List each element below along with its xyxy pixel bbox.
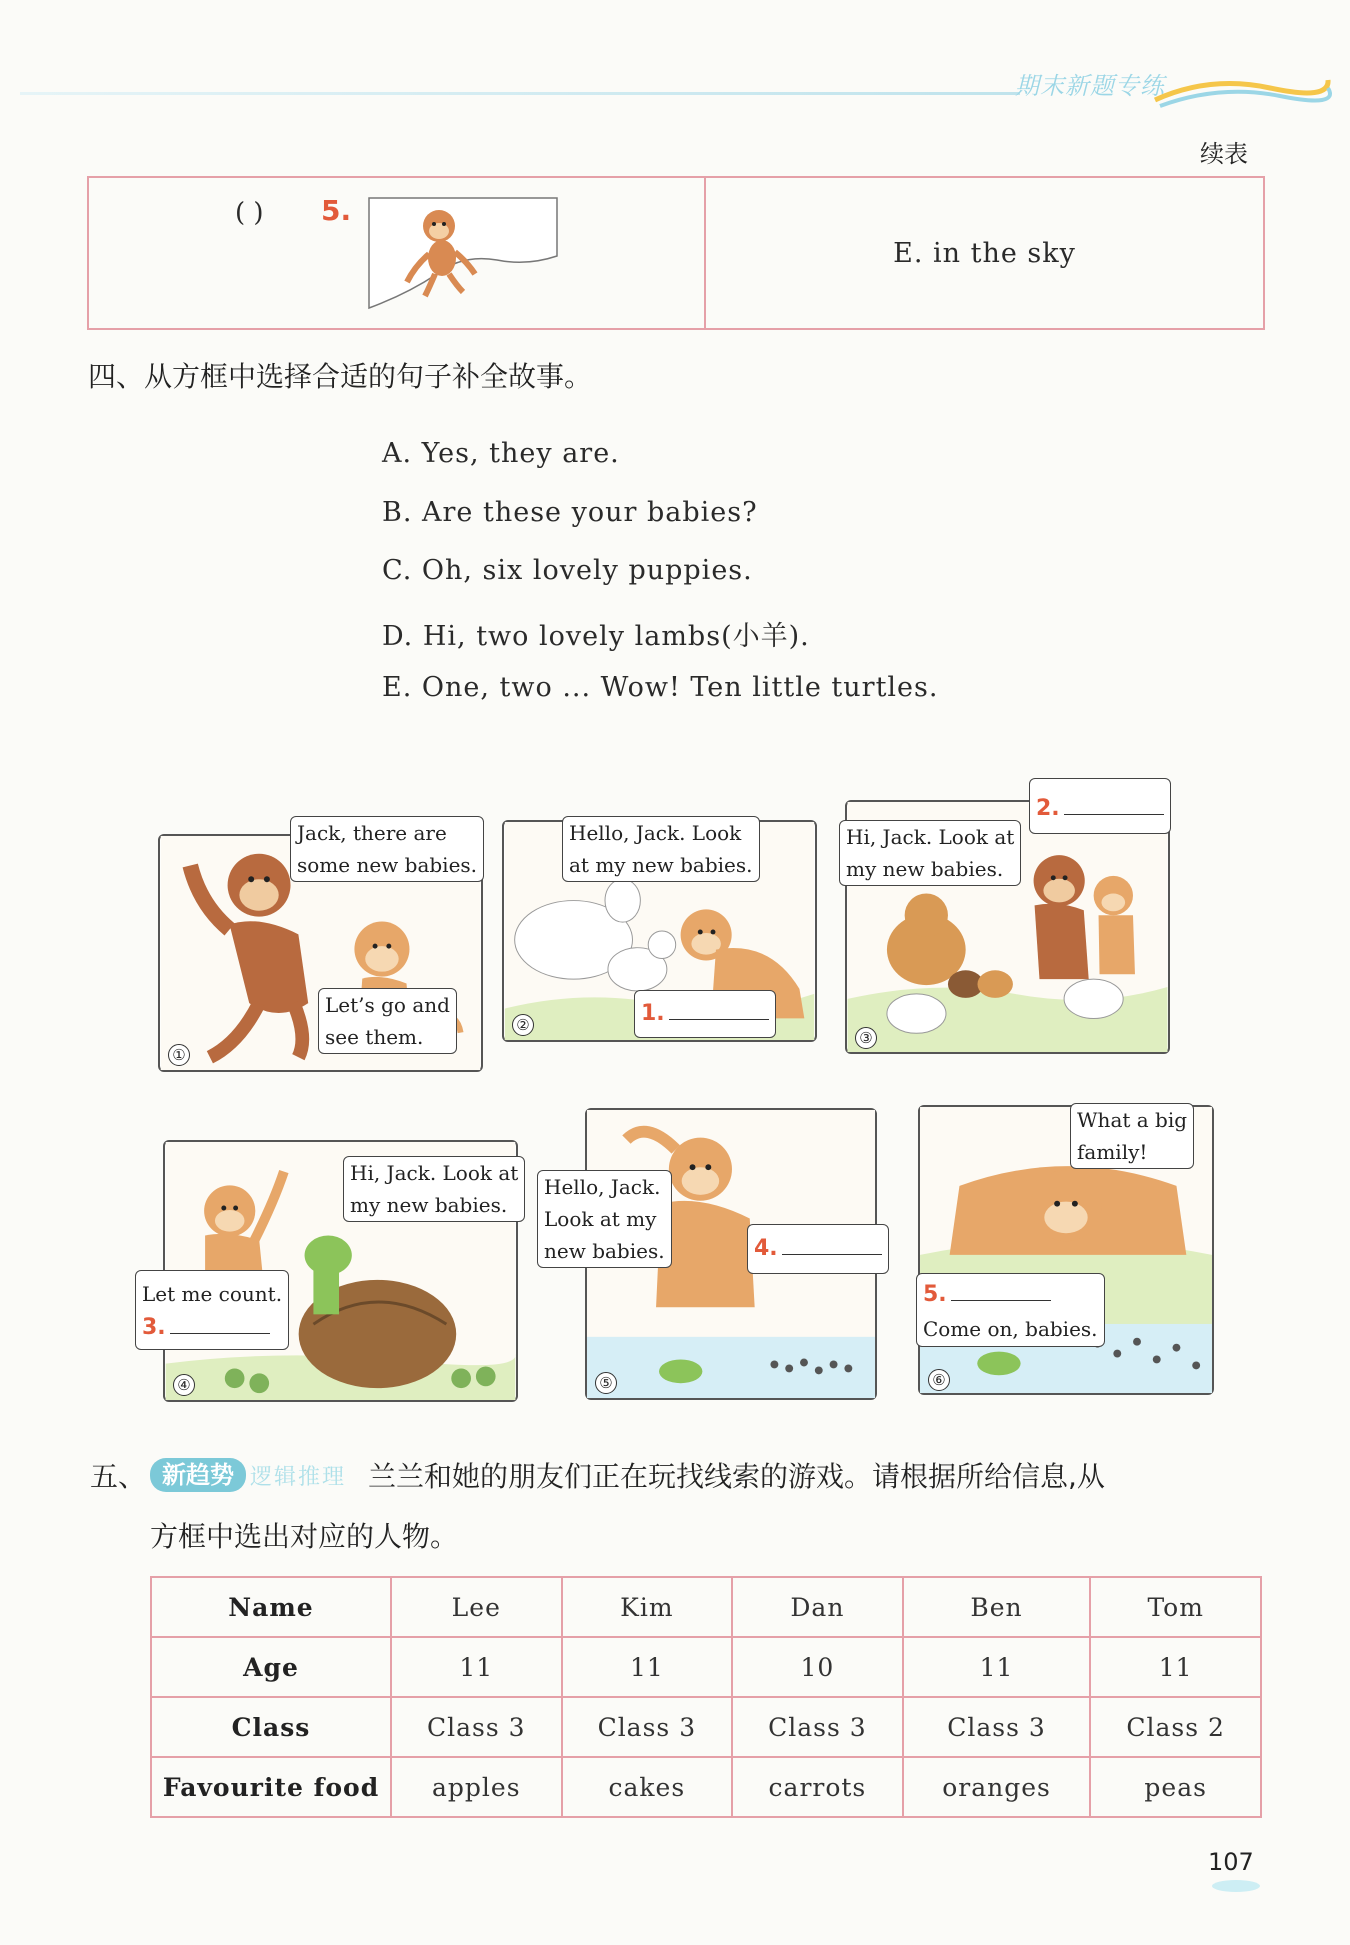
table-cell: Class 3 [562,1697,733,1757]
bubble-line: at my new babies. [569,853,753,877]
answer-paren[interactable]: ( ) [235,198,264,228]
speech-bubble [343,1156,525,1222]
table-cell: 11 [562,1637,733,1697]
blank-number: 2. [1036,796,1060,821]
table-cell: cakes [562,1757,733,1817]
section5-instruction-line1: 兰兰和她的朋友们正在玩找线索的游戏。请根据所给信息,从 [368,1460,1105,1493]
new-trend-badge: 新趋势 [150,1458,246,1492]
story-panel-2 [502,820,817,1042]
monkey-climbing-picture [367,196,559,310]
answer-line [669,1000,769,1020]
page-number-swoosh [1212,1880,1260,1892]
section4-heading: 四、从方框中选择合适的句子补全故事。 [88,360,593,393]
speech-bubble [562,816,760,882]
continued-label: 续表 [1200,140,1248,168]
bubble-line: family! [1077,1140,1148,1164]
panel-number: ③ [855,1027,877,1049]
section5-instruction-line2: 方框中选出对应的人物。 [150,1520,459,1553]
bubble-line: Look at my [544,1207,657,1231]
speech-bubble [537,1170,672,1268]
table-cell: Dan [732,1577,903,1637]
table-row [151,1757,1261,1817]
table-cell: carrots [732,1757,903,1817]
question-number: 5. [321,194,352,227]
table-cell: 11 [903,1637,1091,1697]
bubble-line: some new babies. [297,853,478,877]
sentence-options [382,438,938,731]
answer-line [951,1281,1051,1301]
table-cell: Class 2 [1090,1697,1261,1757]
answer-blank-4[interactable] [747,1224,889,1274]
bubble-line: new babies. [544,1239,665,1263]
table-cell: Class 3 [903,1697,1091,1757]
table-cell: oranges [903,1757,1091,1817]
speech-bubble [1070,1103,1194,1169]
header-rule [20,92,1020,95]
question-cell [89,178,706,328]
table-cell: 11 [1090,1637,1261,1697]
option-d: D. Hi, two lovely lambs(小羊). [382,620,810,652]
table-cell: Tom [1090,1577,1261,1637]
bubble-line: see them. [325,1025,424,1049]
answer-blank-3[interactable] [135,1270,289,1350]
answer-blank-1[interactable] [634,990,776,1038]
bubble-line: Hello, Jack. [544,1175,661,1199]
blank-number: 3. [142,1315,166,1340]
blank-number: 1. [641,1001,665,1026]
section5-heading [90,1455,1105,1495]
table-cell: 10 [732,1637,903,1697]
answer-cell: E. in the sky [893,237,1076,269]
row-header: Favourite food [151,1757,391,1817]
header-title: 期末新题专练 [1015,72,1165,100]
story-panel-5 [544,1108,877,1400]
panel-number: ① [168,1044,190,1066]
panel-number: ⑤ [595,1372,617,1394]
speech-bubble [290,816,484,882]
bubble-line: What a big [1077,1108,1188,1132]
table-cell: Ben [903,1577,1091,1637]
bubble-line: Hi, Jack. Look at [846,825,1015,849]
logic-reasoning-tag: 逻辑推理 [250,1464,347,1490]
bubble-line: Jack, there are [297,821,447,845]
panel-number: ② [512,1014,534,1036]
table-row [151,1637,1261,1697]
answer-line [170,1314,270,1334]
section5-number: 五、 [90,1460,147,1493]
answer-line [1064,795,1164,815]
story-panel-6 [918,1105,1214,1395]
bubble-line: Hello, Jack. Look [569,821,742,845]
header-swoosh-icon [1150,70,1330,110]
bubble-line: Let me count. [142,1282,283,1306]
speech-bubble [839,820,1021,886]
row-header: Age [151,1637,391,1697]
bubble-line: Come on, babies. [923,1317,1098,1341]
table-cell: Class 3 [391,1697,562,1757]
story-panel-3 [845,796,1170,1054]
answer-blank-5[interactable] [916,1273,1105,1347]
option-e: E. One, two ... Wow! Ten little turtles. [382,672,939,703]
table-cell: 11 [391,1637,562,1697]
table-row [151,1577,1261,1637]
row-header: Name [151,1577,391,1637]
matching-table-continued [87,176,1265,330]
bubble-line: my new babies. [846,857,1004,881]
option-c: C. Oh, six lovely puppies. [382,555,753,586]
blank-number: 5. [923,1282,947,1307]
table-cell: Kim [562,1577,733,1637]
student-info-table [150,1576,1262,1818]
row-header: Class [151,1697,391,1757]
answer-line [782,1235,882,1255]
story-panel-1 [158,821,483,1072]
bubble-line: my new babies. [350,1193,508,1217]
speech-bubble [318,988,457,1054]
answer-blank-2[interactable] [1029,778,1171,834]
option-a: A. Yes, they are. [382,438,620,469]
table-row [151,1697,1261,1757]
bubble-line: Hi, Jack. Look at [350,1161,519,1185]
panel-number: ④ [173,1374,195,1396]
table-cell: apples [391,1757,562,1817]
page-number: 107 [1208,1848,1254,1876]
panel-number: ⑥ [928,1369,950,1391]
table-cell: Lee [391,1577,562,1637]
table-cell: Class 3 [732,1697,903,1757]
table-cell: peas [1090,1757,1261,1817]
blank-number: 4. [754,1236,778,1261]
bubble-line: Let’s go and [325,993,450,1017]
story-panel-4 [142,1140,519,1402]
option-b: B. Are these your babies? [382,496,758,528]
